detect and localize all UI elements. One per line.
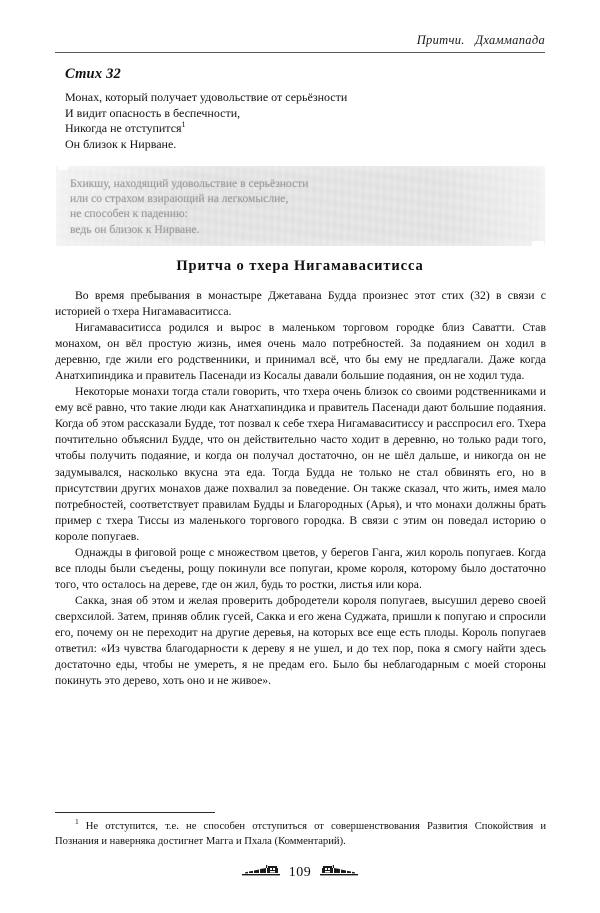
gray-quote-line: Бхикшу, находящий удовольствие в серьёзности xyxy=(70,177,309,190)
running-head xyxy=(55,33,545,48)
header-rule xyxy=(55,52,545,53)
verse-line: Он близок к Нирване. xyxy=(65,136,177,151)
verse-line-text: Никогда не отступится xyxy=(65,121,182,136)
footnote xyxy=(55,817,546,849)
gray-quote-line: ведь он близок к Нирване. xyxy=(70,222,200,236)
paragraph: Во время пребывания в монастыре Джетавана Будда произнес этот стих (32) в связи с историей о тхера Нигамаваситисса. xyxy=(55,289,546,319)
verse-line: Монах, который получает удовольствие от серьёзности xyxy=(65,90,348,104)
verse-body xyxy=(65,90,525,152)
ornament-right-icon xyxy=(318,862,360,883)
running-head-left: Притчи. xyxy=(416,33,465,47)
body-text xyxy=(55,288,546,689)
footnote-text: Не отступится, т.е. не способен отступиться от совершенствования Развития Спокойствия и Познания и наверняка достигнет Магга и Пхала (Комментарий). xyxy=(55,821,546,847)
gray-quote-line: или со страхом взирающий на легкомыслие, xyxy=(70,192,289,206)
page-number: 109 xyxy=(288,864,312,880)
verse-line xyxy=(65,121,525,137)
verse-line: И видит опасность в беспечности, xyxy=(65,105,241,120)
paragraph: Нигамаваситисса родился и вырос в маленьком торговом городке близ Саватти. Став монахом, он вёл простую жизнь, имея очень мало потребностей. За подаянием он ходил в деревню, где жили его родственники, и принимал всё, что бы ему не предлагали. Даже когда Анатхипиндика и правитель Пасенади из Косалы давали большие подаяния, он не ходил туда. xyxy=(55,321,546,383)
paragraph: Однажды в фиговой роще с множеством цветов, у берегов Ганга, жил король попугаев. Когда все плоды были съедены, рощу покинули все попугаи, кроме короля, которому было достаточно того, что осталось на дереве, где он жил, будь то ростки, листья или кора. xyxy=(55,545,546,591)
verse-title: Стих 32 xyxy=(65,66,121,82)
footnote-reference: 1 xyxy=(181,120,186,130)
page-footer xyxy=(0,862,600,883)
gray-quote-box xyxy=(56,166,545,246)
paragraph: Некоторые монахи тогда стали говорить, что тхера очень близок со своими родственниками и ему всё равно, что такие люди как Анатхапиндика и правитель Пасенади дают большие подаяния. Когда об этом рассказали Будде, тот позвал к себе тхера Нигамаваситиссу и расспросил его. Тхера почтительно объяснил Будде, что он действительно часто ходит в деревню, но только ради того, чтобы получить подаяние, и когда он получал достаточно, он не шёл дальше, и никогда он не задумывался, насколько вкусна эта еда. Тогда Будда не только не стал обвинять его, но в присутствии других монахов даже похвалил за поведение. Он также сказал, что жить, имея мало потребностей, соответствует правилам Будды и Благородных (Арья), и что монахи должны брать пример с тхера Тиссы из маленького торгового городка. В связи с этим он поведал историю о короле попугаев. xyxy=(55,385,546,543)
ornament-left-icon xyxy=(240,862,282,883)
paragraph: Сакка, зная об этом и желая проверить добродетели короля попугаев, высушил дерево своей сверхсилой. Затем, приняв облик гусей, Сакка и его жена Суджата, пришли к попугаю и спросили его, почему он не переходит на другие деревья, на которых все еще есть плоды. Король попугаев ответил: «Из чувства благодарности к дереву я не ушел, и до тех пор, пока я смогу найти здесь достаточно еды, чтобы не умереть, я не предам его. Было бы неблагодарным с моей стороны покинуть это дерево, хоть оно и не живое». xyxy=(55,593,546,688)
gray-quote-line: не способен к падению: xyxy=(70,207,188,221)
footnote-number: 1 xyxy=(75,817,79,827)
running-head-right: Дхаммапада xyxy=(475,33,545,47)
gray-quote-text xyxy=(70,176,510,237)
footnote-separator xyxy=(55,812,215,813)
page-title: Притча о тхера Нигамаваситисса xyxy=(176,258,424,274)
